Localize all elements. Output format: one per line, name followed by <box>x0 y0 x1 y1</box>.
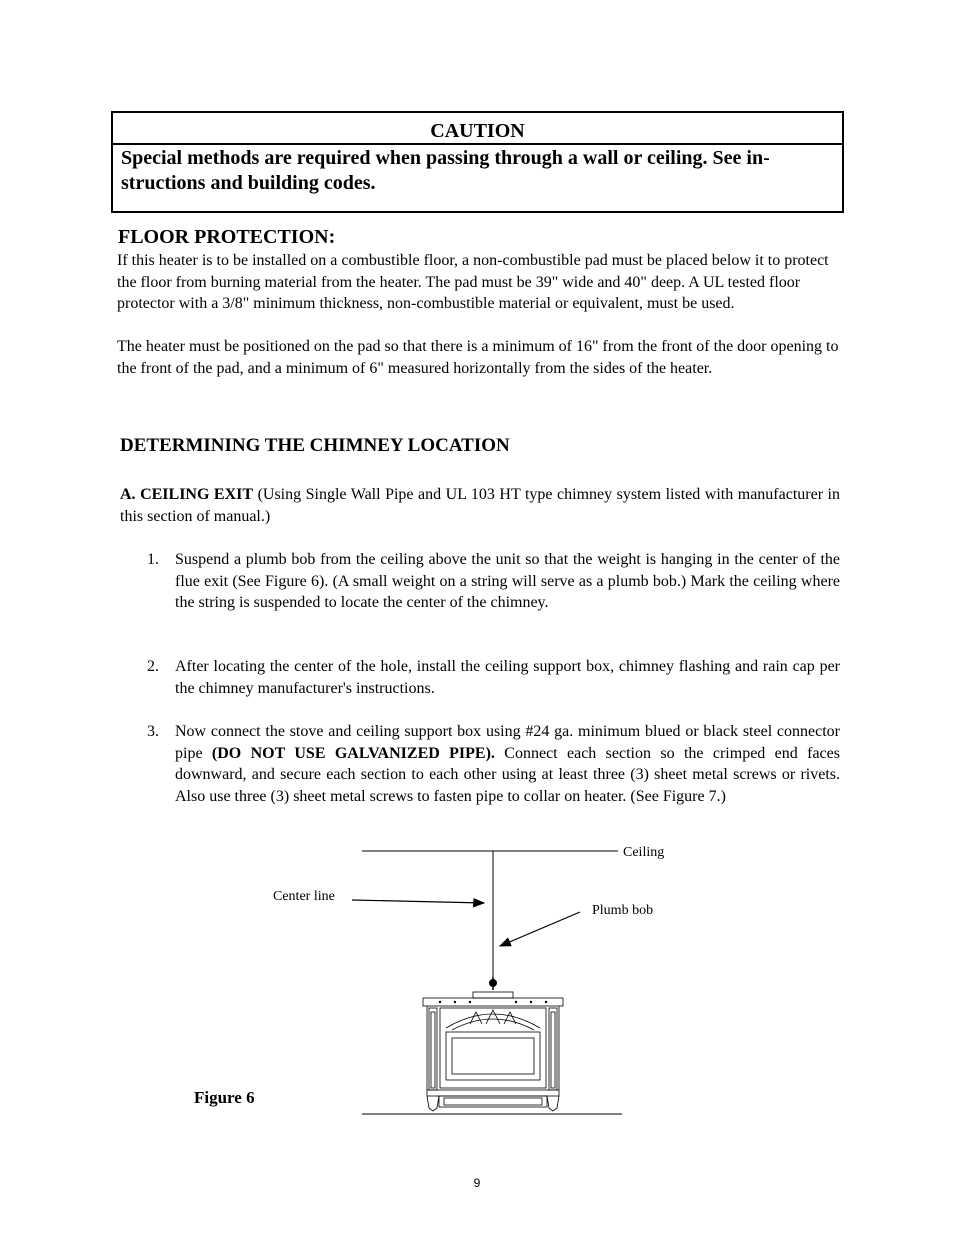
chimney-location-heading: DETERMINING THE CHIMNEY LOCATION <box>120 435 510 456</box>
step-1 <box>147 549 840 614</box>
plumb-bob-arrow <box>500 912 580 946</box>
step-3-warning: (DO NOT USE GALVANIZED PIPE). <box>211 744 495 762</box>
floor-protection-heading: FLOOR PROTECTION: <box>118 226 336 248</box>
floor-protection-paragraph-1: If this heater is to be installed on a combustible floor, a non-combustible pad must be placed below it to protect the floor from burning material from the heater. The pad must be 39" wide and 40" deep. A UL tested floor protector with a 3/8" minimum thickness, non-combustible material or equivalent, must be used. <box>117 252 829 312</box>
figure-caption: Figure 6 <box>194 1088 255 1107</box>
step-1-text: Suspend a plumb bob from the ceiling above the unit so that the weight is hanging in the center of the flue exit (See Figure 6). (A small weight on a string will serve as a plumb bob.) Mark the ceiling where the string is suspended to locate the center of the chimney. <box>175 551 840 611</box>
step-2-number: 2. <box>147 658 159 675</box>
step-3 <box>147 721 840 807</box>
plumb-bob-label: Plumb bob <box>592 903 654 918</box>
caution-box <box>111 111 844 213</box>
step-3-number: 3. <box>147 723 159 740</box>
step-2-text: After locating the center of the hole, install the ceiling support box, chimney flashing and rain cap per the chimney manufacturer's instructions. <box>175 658 840 697</box>
step-1-number: 1. <box>147 551 159 568</box>
page-number: 9 <box>473 1176 481 1190</box>
step-3-text-end: Connect each section so the crimped end faces downward, and secure each section to each other using at least three (3) sheet metal screws or rivets. Also use three (3) sheet metal screws to fasten pipe to collar on heater. (See Figure 7.) <box>175 744 840 805</box>
floor-protection-paragraph-2: The heater must be positioned on the pad so that there is a minimum of 16" from the front of the door opening to the front of the pad, and a minimum of 6" measured horizontally from the sides of the heater. <box>117 338 839 377</box>
ceiling-exit-label: A. CEILING EXIT <box>120 486 254 503</box>
caution-title: CAUTION <box>113 113 842 145</box>
caution-text: Special methods are required when passing through a wall or ceiling. See in-structions and building codes. <box>121 147 770 194</box>
step-3-text <box>175 721 840 807</box>
ceiling-exit-intro <box>120 484 840 528</box>
center-line-arrow <box>352 900 484 903</box>
step-2 <box>147 656 840 699</box>
ceiling-exit-text: (Using Single Wall Pipe and UL 103 HT type chimney system listed with manufacturer in this section of manual.) <box>120 486 840 525</box>
stove-top-trim <box>439 1001 547 1003</box>
plumb-bob-weight <box>489 979 497 987</box>
ceiling-label: Ceiling <box>623 845 665 860</box>
step-3-text-start: Now connect the stove and ceiling support box using #24 ga. minimum blued or black steel connector pipe <box>175 723 840 762</box>
stove-drawing <box>423 992 563 1111</box>
center-line-label: Center line <box>273 889 335 904</box>
